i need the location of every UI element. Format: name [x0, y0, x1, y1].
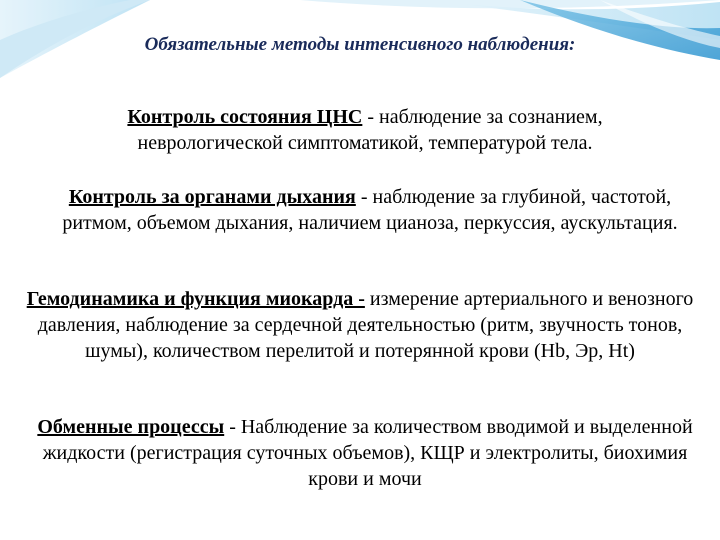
paragraph-heading: Обменные процессы	[37, 416, 225, 438]
paragraph-text: - Наблюдение за количеством вводимой и выделенной жидкости (регистрация суточных объемов), КЩР и электролиты, биохимия крови и мочи	[42, 416, 693, 490]
paragraph-hemodynamics	[20, 286, 700, 364]
paragraph-text: - наблюдение за глубиной, частотой, ритмом, объемом дыхания, наличием цианоза, перкуссия, аускультация.	[62, 186, 678, 234]
paragraph-cns	[60, 104, 670, 156]
paragraph-heading: Гемодинамика и функция миокарда -	[26, 288, 365, 310]
paragraph-respiration	[50, 184, 690, 236]
paragraph-metabolism	[20, 414, 710, 492]
paragraph-heading: Контроль состояния ЦНС	[127, 106, 363, 128]
paragraph-heading: Контроль за органами дыхания	[68, 186, 356, 208]
paragraph-text: измерение артериального и венозного давления, наблюдение за сердечной деятельностью (ритм, звучность тонов, шумы), количеством перелитой и потерянной крови (Hb, Эр, Ht)	[37, 288, 694, 362]
slide-title: Обязательные методы интенсивного наблюдения:	[144, 34, 576, 55]
paragraph-text: - наблюдение за сознанием, неврологической симптоматикой, температурой тела.	[137, 106, 603, 154]
